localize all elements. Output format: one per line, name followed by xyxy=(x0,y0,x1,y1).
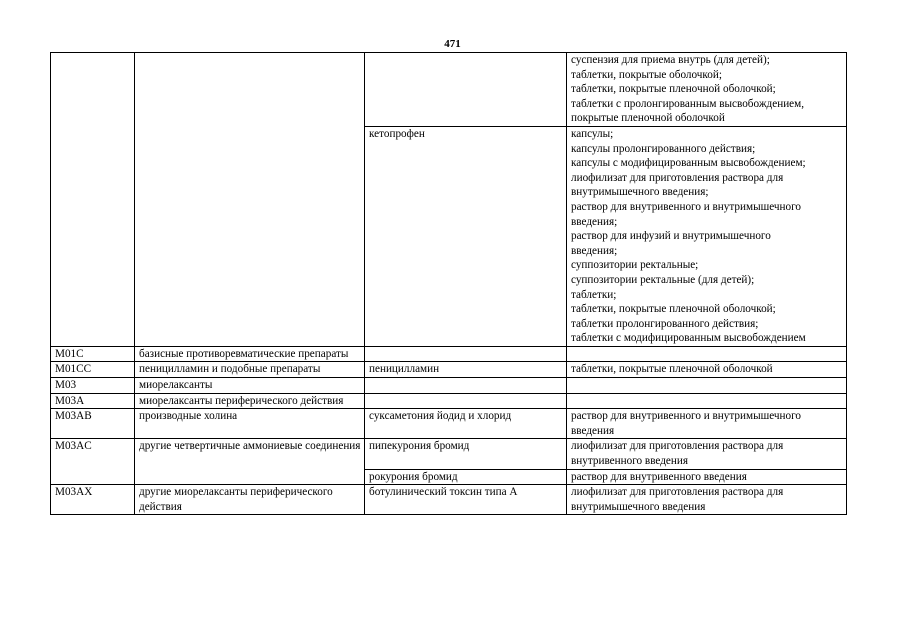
table-row xyxy=(51,53,847,127)
atc-code-cell: M03AX xyxy=(51,485,135,515)
drug-name-cell: суксаметония йодид и хлорид xyxy=(365,409,567,439)
dosage-form-line: лиофилизат для приготовления раствора для xyxy=(571,171,784,184)
group-name-cell: миорелаксанты xyxy=(135,378,365,394)
table-row xyxy=(51,346,847,362)
drug-name-cell: кетопрофен xyxy=(365,126,567,346)
dosage-form-line: внутримышечного введения xyxy=(571,500,706,513)
table-row xyxy=(51,439,847,469)
dosage-forms-cell xyxy=(567,346,847,362)
table-row xyxy=(51,362,847,378)
drug-name-cell: рокурония бромид xyxy=(365,469,567,485)
table-row xyxy=(51,378,847,394)
dosage-form-line: капсулы пролонгированного действия; xyxy=(571,142,756,155)
drug-name-cell xyxy=(365,346,567,362)
dosage-form-line: таблетки, покрытые пленочной оболочкой; xyxy=(571,303,776,316)
dosage-form-line: таблетки пролонгированного действия; xyxy=(571,317,759,330)
dosage-form-line: таблетки, покрытые оболочкой; xyxy=(571,68,722,81)
dosage-forms-cell xyxy=(567,53,847,127)
atc-code-cell: M03AC xyxy=(51,439,135,485)
drug-name-cell: пипекурония бромид xyxy=(365,439,567,469)
atc-code-cell: M03AB xyxy=(51,409,135,439)
dosage-forms-cell xyxy=(567,362,847,378)
dosage-forms-cell xyxy=(567,409,847,439)
dosage-form-line: лиофилизат для приготовления раствора для xyxy=(571,486,784,499)
table-row xyxy=(51,485,847,515)
group-name-cell: базисные противоревматические препараты xyxy=(135,346,365,362)
group-name-cell: пеницилламин и подобные препараты xyxy=(135,362,365,378)
drug-name-cell xyxy=(365,378,567,394)
atc-code-cell: M03 xyxy=(51,378,135,394)
dosage-forms-cell xyxy=(567,126,847,346)
drug-name-cell: пеницилламин xyxy=(365,362,567,378)
dosage-form-line: таблетки с модифицированным высвобождением xyxy=(571,332,806,345)
dosage-forms-cell xyxy=(567,485,847,515)
dosage-forms-cell xyxy=(567,439,847,469)
group-name-cell xyxy=(135,53,365,347)
dosage-form-line: раствор для внутривенного и внутримышечного xyxy=(571,410,802,423)
table-row xyxy=(51,409,847,439)
atc-code-cell: M01CC xyxy=(51,362,135,378)
group-name-cell: миорелаксанты периферического действия xyxy=(135,393,365,409)
dosage-form-line: суппозитории ректальные; xyxy=(571,259,699,272)
dosage-form-line: таблетки, покрытые пленочной оболочкой xyxy=(571,363,773,376)
drug-name-cell: ботулинический токсин типа А xyxy=(365,485,567,515)
drug-name-cell xyxy=(365,393,567,409)
table-row xyxy=(51,393,847,409)
dosage-form-line: введения xyxy=(571,424,615,437)
dosage-form-line: введения; xyxy=(571,215,618,228)
group-name-cell: другие четвертичные аммониевые соединения xyxy=(135,439,365,485)
dosage-forms-cell xyxy=(567,393,847,409)
dosage-form-line: таблетки, покрытые пленочной оболочкой; xyxy=(571,83,776,96)
dosage-form-line: покрытые пленочной оболочкой xyxy=(571,112,725,125)
dosage-form-line: таблетки; xyxy=(571,288,617,301)
dosage-forms-cell xyxy=(567,469,847,485)
dosage-form-line: раствор для инфузий и внутримышечного xyxy=(571,230,771,243)
dosage-form-line: раствор для внутривенного и внутримышечного xyxy=(571,200,802,213)
dosage-form-line: суппозитории ректальные (для детей); xyxy=(571,273,755,286)
dosage-form-line: раствор для внутривенного введения xyxy=(571,470,747,483)
dosage-form-line: капсулы; xyxy=(571,127,614,140)
dosage-form-line: внутримышечного введения; xyxy=(571,186,709,199)
atc-code-cell: M03A xyxy=(51,393,135,409)
dosage-form-line: таблетки с пролонгированным высвобождением, xyxy=(571,97,805,110)
group-name-cell: производные холина xyxy=(135,409,365,439)
drug-name-cell xyxy=(365,53,567,127)
drug-table xyxy=(50,52,847,515)
dosage-form-line: внутривенного введения xyxy=(571,455,689,468)
dosage-form-line: капсулы с модифицированным высвобождением; xyxy=(571,157,806,170)
atc-code-cell xyxy=(51,53,135,347)
dosage-forms-cell xyxy=(567,378,847,394)
page-number: 471 xyxy=(444,38,461,50)
group-name-cell: другие миорелаксанты периферического действия xyxy=(135,485,365,515)
dosage-form-line: введения; xyxy=(571,244,618,257)
dosage-form-line: суспензия для приема внутрь (для детей); xyxy=(571,54,770,66)
atc-code-cell: M01C xyxy=(51,346,135,362)
dosage-form-line: лиофилизат для приготовления раствора для xyxy=(571,440,784,453)
